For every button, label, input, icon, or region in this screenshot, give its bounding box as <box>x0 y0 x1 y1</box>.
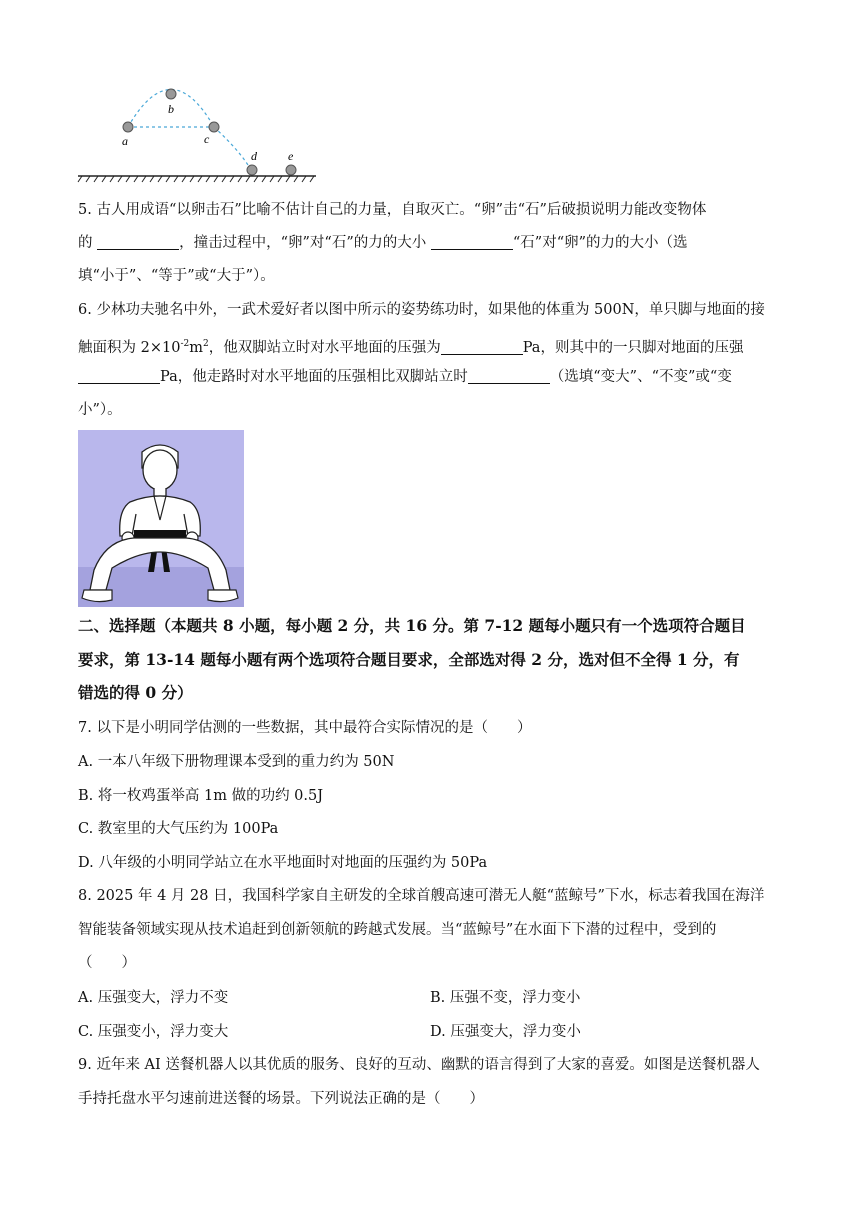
trajectory-figure <box>76 82 326 186</box>
q6-blank-2[interactable] <box>78 368 160 384</box>
q8-option-a[interactable]: A. 压强变大，浮力不变 <box>78 990 229 1006</box>
q7-stem: 7. 以下是小明同学估测的一些数据，其中最符合实际情况的是（ ） <box>78 720 532 736</box>
q9-line2: 手持托盘水平匀速前进送餐的场景。下列说法正确的是（ ） <box>78 1091 484 1107</box>
q5-text-b: ，撞击过程中，“卵”对“石”的力的大小 <box>179 235 431 251</box>
q5-line3: 填“小于”、“等于”或“大于”）。 <box>78 268 275 284</box>
label-b: b <box>168 102 174 116</box>
q6-text-c: ，他双脚站立时对水平地面的压强为 <box>208 339 441 356</box>
q8-option-b[interactable]: B. 压强不变，浮力变小 <box>430 990 581 1006</box>
section-heading-line1: 二、选择题（本题共 8 小题，每小题 2 分，共 16 分。第 7-12 题每小题只有一个选项符合题目 <box>78 616 746 635</box>
section-heading-line3: 错选的得 0 分） <box>78 683 193 702</box>
q5-text-a: 的 <box>78 235 98 251</box>
q5-blank-2[interactable] <box>431 234 513 250</box>
q8-line1: 8. 2025 年 4 月 28 日，我国科学家自主研发的全球首艘高速可潜无人艇“蓝鲸号”下水，标志着我国在海洋 <box>78 888 765 904</box>
q5-text-c: “石”对“卵”的力的大小（选 <box>512 235 688 251</box>
q8-option-c[interactable]: C. 压强变小，浮力变大 <box>78 1024 229 1040</box>
q5-line2 <box>78 233 782 253</box>
q7-option-d[interactable]: D. 八年级的小明同学站立在水平地面时对地面的压强约为 50Pa <box>78 855 488 871</box>
q6-line3 <box>78 367 782 387</box>
trajectory-fall <box>214 127 251 170</box>
section-heading-line2: 要求，第 13-14 题每小题有两个选项符合题目要求，全部选对得 2 分，选对但不全得 1 分，有 <box>78 650 740 669</box>
ball-b <box>166 89 176 99</box>
neck <box>154 488 166 496</box>
right-foot <box>208 590 238 602</box>
label-a: a <box>122 134 128 148</box>
q5-blank-1[interactable] <box>97 234 179 250</box>
ball-a <box>123 122 133 132</box>
q6-text-e: Pa，他走路时对水平地面的压强相比双脚站立时 <box>160 369 468 385</box>
left-foot <box>82 590 112 602</box>
q6-text-d: Pa，则其中的一只脚对地面的压强 <box>522 339 744 356</box>
label-e: e <box>288 149 294 163</box>
q6-blank-3[interactable] <box>468 368 550 384</box>
q8-line2: 智能装备领域实现从技术追赶到创新领航的跨越式发展。当“蓝鲸号”在水面下下潜的过程中，受到的 <box>78 922 717 938</box>
q6-text-b: m <box>189 339 203 356</box>
q6-exp-2: 2 <box>202 339 209 349</box>
head <box>143 450 177 490</box>
q9-line1: 9. 近年来 AI 送餐机器人以其优质的服务、良好的互动、幽默的语言得到了大家的喜爱。如图是送餐机器人 <box>78 1057 760 1073</box>
q8-line3: （ ） <box>78 955 136 971</box>
q6-line4: 小”）。 <box>78 402 122 418</box>
q6-text-a: 触面积为 2×10 <box>78 339 181 356</box>
ball-c <box>209 122 219 132</box>
q7-option-c[interactable]: C. 教室里的大气压约为 100Pa <box>78 821 279 837</box>
q6-line2 <box>78 334 782 358</box>
q6-line1: 6. 少林功夫驰名中外，一武术爱好者以图中所示的姿势练功时，如果他的体重为 500N，单只脚与地面的接 <box>78 302 765 318</box>
label-d: d <box>251 149 257 163</box>
ground-hatch <box>78 176 314 182</box>
ball-e <box>286 165 296 175</box>
q7-option-a[interactable]: A. 一本八年级下册物理课本受到的重力约为 50N <box>78 754 395 770</box>
martial-artist-figure <box>78 430 244 607</box>
black-belt <box>134 530 186 538</box>
label-c: c <box>204 132 210 146</box>
q8-option-d[interactable]: D. 压强变大，浮力变小 <box>430 1024 581 1040</box>
ball-d <box>247 165 257 175</box>
q6-blank-1[interactable] <box>441 339 523 355</box>
q6-text-f: （选填“变大”、“不变”或“变 <box>549 369 732 385</box>
q6-exp-1: -2 <box>180 339 190 349</box>
q7-option-b[interactable]: B. 将一枚鸡蛋举高 1m 做的功约 0.5J <box>78 788 324 804</box>
q5-line1: 5. 古人用成语“以卵击石”比喻不估计自己的力量，自取灭亡。“卵”击“石”后破损说明力能改变物体 <box>78 202 707 218</box>
